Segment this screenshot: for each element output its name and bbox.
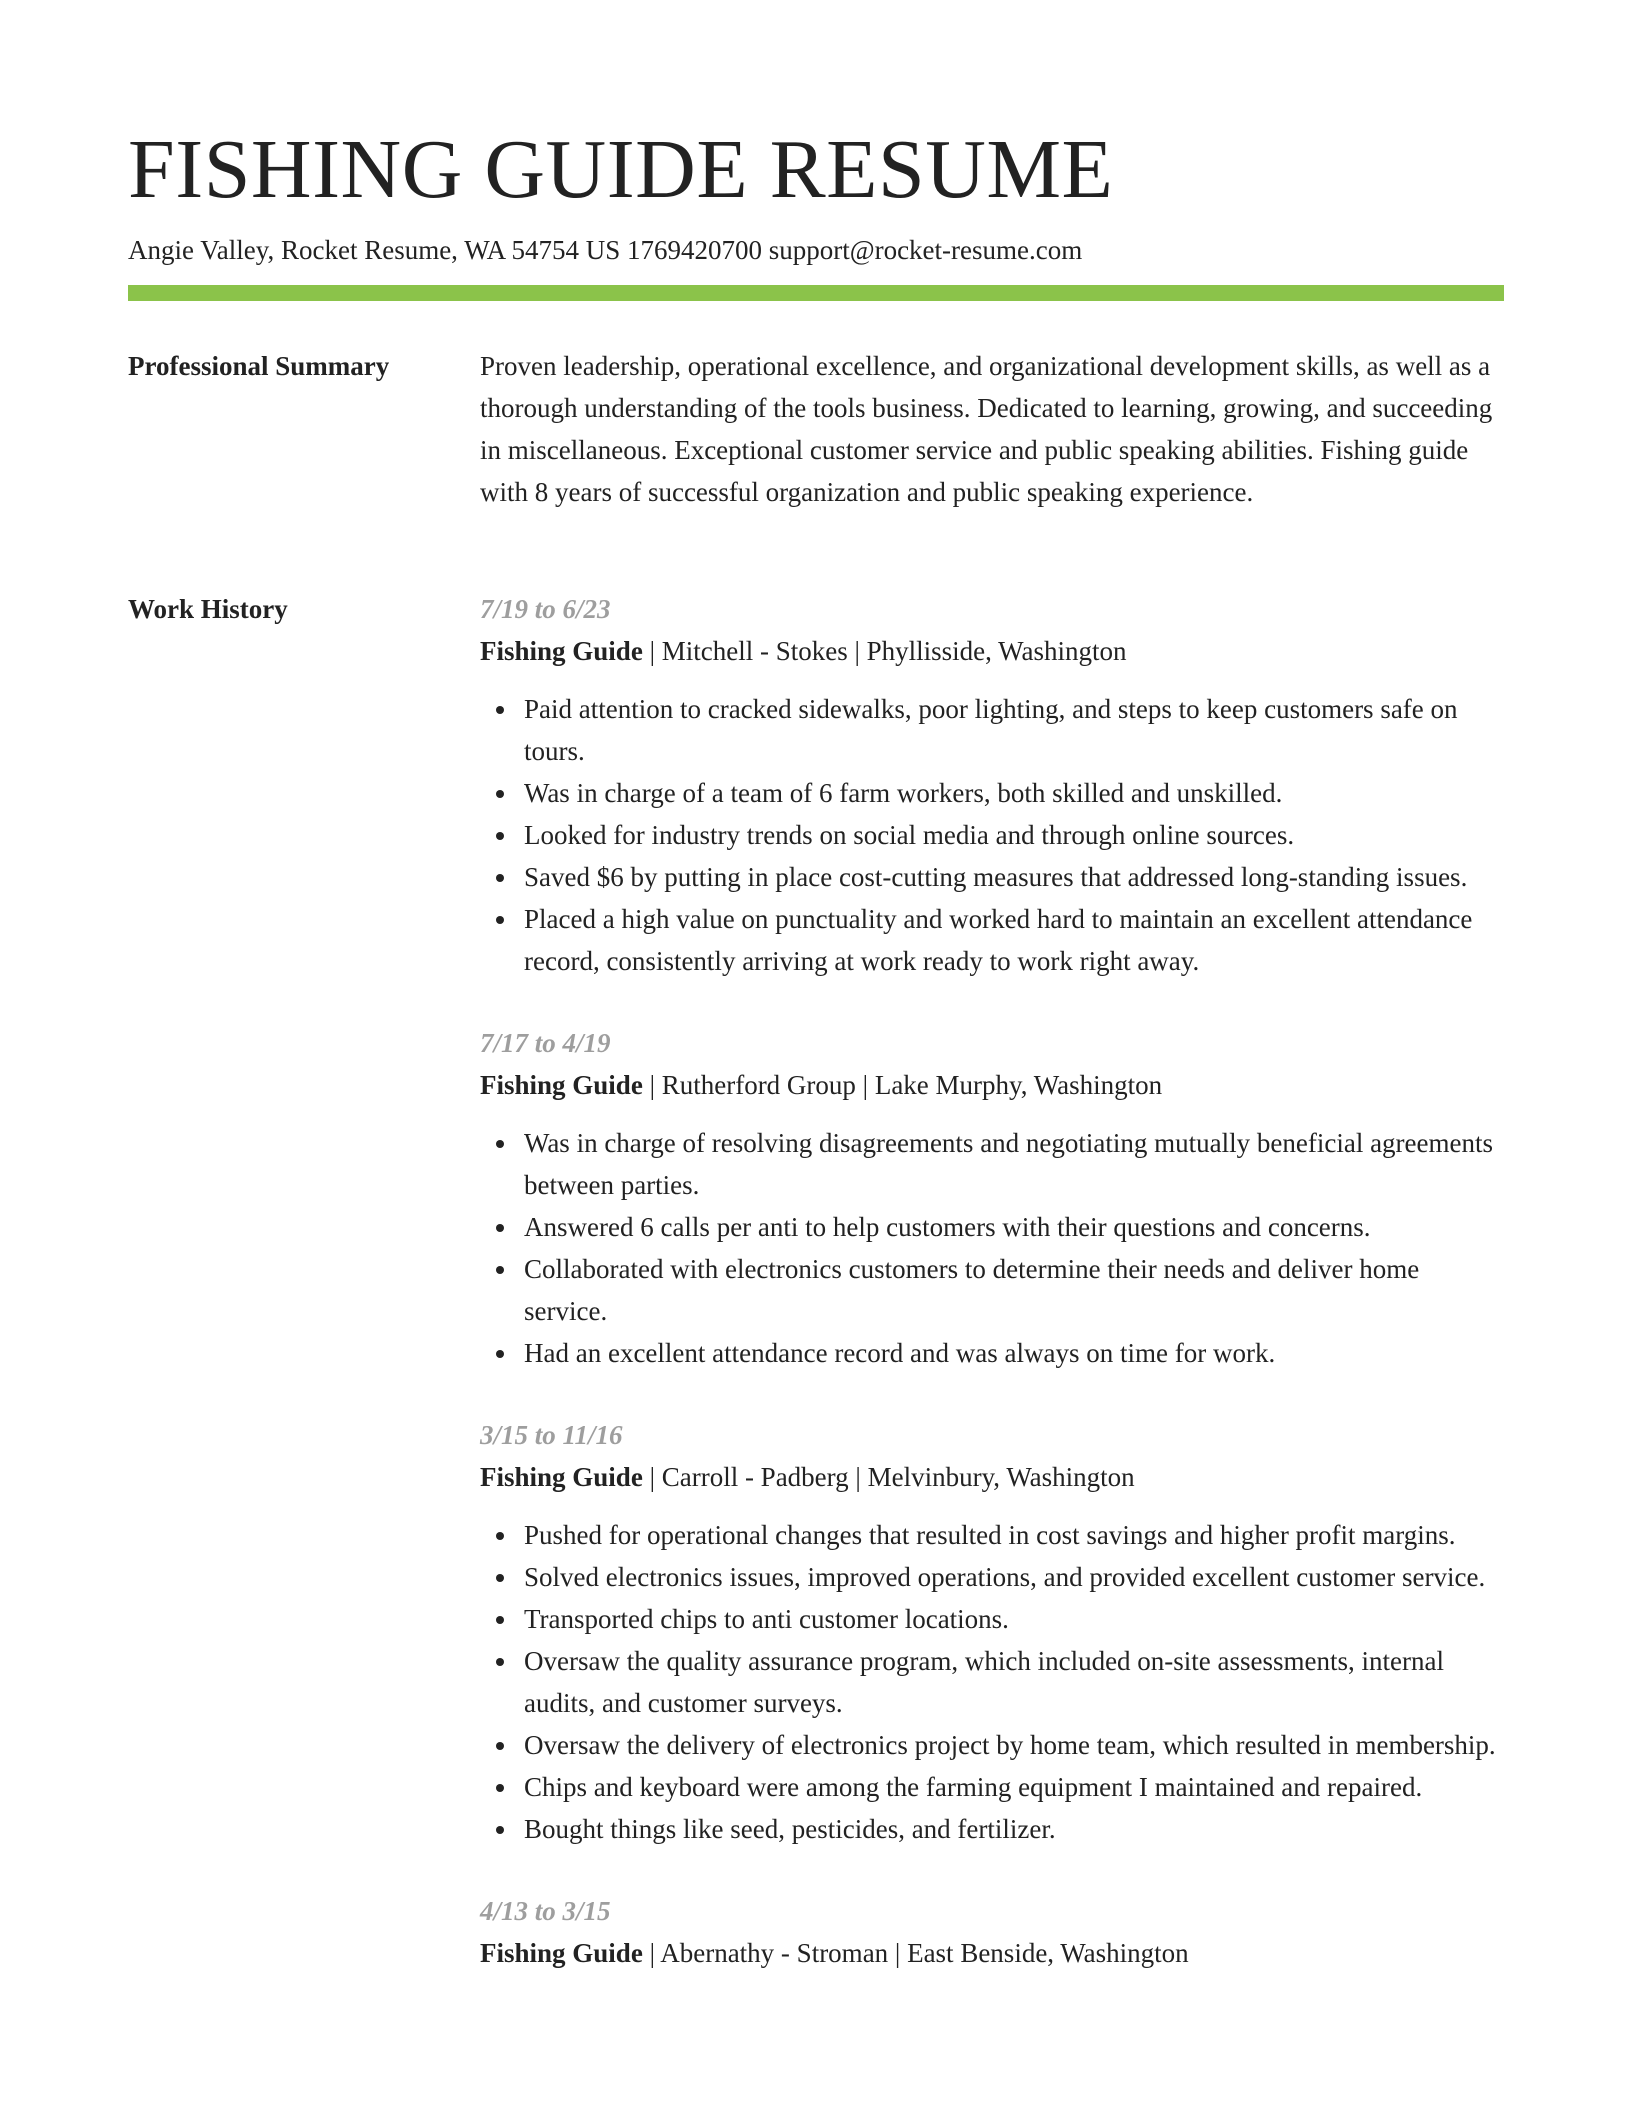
job-heading <box>480 1932 1504 1974</box>
job-title: Fishing Guide <box>480 1070 643 1100</box>
bullet-item: Transported chips to anti customer locations. <box>524 1598 1504 1640</box>
bullet-item: Saved $6 by putting in place cost-cutting measures that addressed long-standing issues. <box>524 856 1504 898</box>
summary-body <box>480 345 1504 513</box>
bullet-item: Looked for industry trends on social media and through online sources. <box>524 814 1504 856</box>
accent-divider <box>128 285 1504 301</box>
page-title: FISHING GUIDE RESUME <box>128 123 1114 216</box>
bullet-item: Paid attention to cracked sidewalks, poor lighting, and steps to keep customers safe on tours. <box>524 688 1504 772</box>
bullet-item: Answered 6 calls per anti to help customers with their questions and concerns. <box>524 1206 1504 1248</box>
bullet-item: Oversaw the delivery of electronics project by home team, which resulted in membership. <box>524 1724 1504 1766</box>
bullet-item: Placed a high value on punctuality and worked hard to maintain an excellent attendance record, consistently arriving at work ready to work right away. <box>524 898 1504 982</box>
section-label-professional-summary: Professional Summary <box>128 351 390 381</box>
bullet-item: Oversaw the quality assurance program, which included on-site assessments, internal audits, and customer surveys. <box>524 1640 1504 1724</box>
bullet-item: Pushed for operational changes that resulted in cost savings and higher profit margins. <box>524 1514 1504 1556</box>
job-details: | Rutherford Group | Lake Murphy, Washington <box>642 1070 1163 1100</box>
job-heading <box>480 1064 1504 1106</box>
job-dates: 7/19 to 6/23 <box>480 594 611 624</box>
job-bullets <box>480 1122 1504 1374</box>
bullet-item: Solved electronics issues, improved operations, and provided excellent customer service. <box>524 1556 1504 1598</box>
section-label-work-history: Work History <box>128 594 288 624</box>
job-title: Fishing Guide <box>480 1938 643 1968</box>
job-entry <box>480 588 1504 982</box>
bullet-item: Collaborated with electronics customers to determine their needs and deliver home service. <box>524 1248 1504 1332</box>
job-entry <box>480 1022 1504 1374</box>
job-dates: 7/17 to 4/19 <box>480 1028 611 1058</box>
job-dates: 3/15 to 11/16 <box>480 1420 623 1450</box>
job-details: | Carroll - Padberg | Melvinbury, Washington <box>642 1462 1135 1492</box>
job-details: | Mitchell - Stokes | Phyllisside, Washington <box>642 636 1127 666</box>
job-bullets <box>480 1514 1504 1850</box>
work-history-list <box>480 588 1504 2014</box>
bullet-item: Was in charge of a team of 6 farm workers, both skilled and unskilled. <box>524 772 1504 814</box>
job-entry <box>480 1890 1504 1974</box>
contact-line: Angie Valley, Rocket Resume, WA 54754 US 1769420700 support@rocket-resume.com <box>128 235 1083 265</box>
bullet-item: Had an excellent attendance record and was always on time for work. <box>524 1332 1504 1374</box>
job-details: | Abernathy - Stroman | East Benside, Washington <box>642 1938 1189 1968</box>
bullet-item: Chips and keyboard were among the farming equipment I maintained and repaired. <box>524 1766 1504 1808</box>
job-title: Fishing Guide <box>480 1462 643 1492</box>
job-title: Fishing Guide <box>480 636 643 666</box>
summary-text: Proven leadership, operational excellence, and organizational development skills, as well as a thorough understanding of the tools business. Dedicated to learning, growing, and succeeding in miscellaneous. Exceptional customer service and public speaking abilities. Fishing guide with 8 years of successful organization and public speaking experience. <box>480 351 1493 507</box>
bullet-item: Bought things like seed, pesticides, and fertilizer. <box>524 1808 1504 1850</box>
job-bullets <box>480 688 1504 982</box>
job-dates: 4/13 to 3/15 <box>480 1896 611 1926</box>
job-entry <box>480 1414 1504 1850</box>
job-heading <box>480 630 1504 672</box>
bullet-item: Was in charge of resolving disagreements and negotiating mutually beneficial agreements between parties. <box>524 1122 1504 1206</box>
job-heading <box>480 1456 1504 1498</box>
